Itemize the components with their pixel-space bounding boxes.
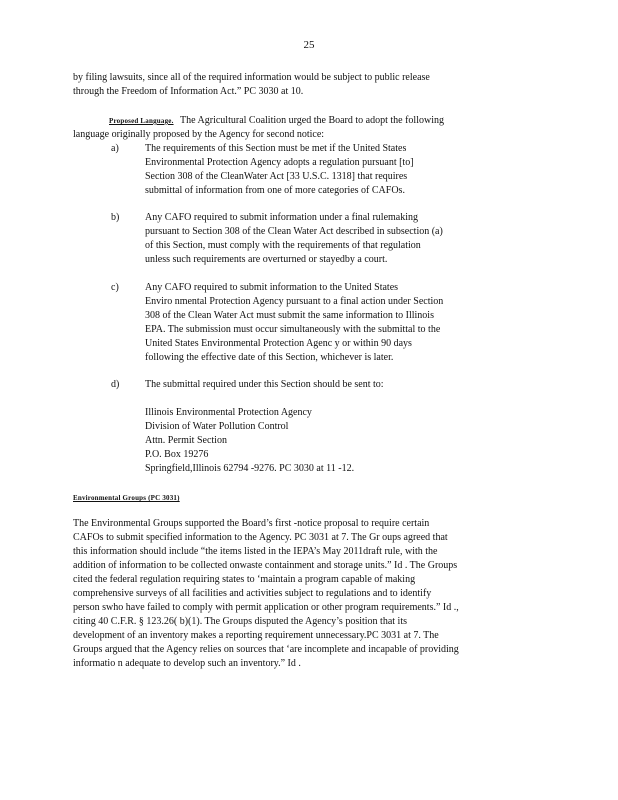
address-line: Division of Water Pollution Control <box>145 421 289 432</box>
text-line: this information should include “the items listed in the IEPA’s May 2011draft rule, with the <box>73 546 438 557</box>
address-line: Springfield,Illinois 62794 -9276. PC 3030 at 11 -12. <box>145 463 355 474</box>
address-line: Attn. Permit Section <box>145 435 227 446</box>
text-line: Enviro nmental Protection Agency pursuant to a final action under Section <box>145 296 444 307</box>
text-line: language originally proposed by the Agency for second notice: <box>73 129 325 140</box>
text-line: Environmental Protection Agency adopts a regulation pursuant [to] <box>145 157 414 168</box>
text-line: Section 308 of the CleanWater Act [33 U.S.C. 1318] that requires <box>145 171 408 182</box>
text-line: submittal of information from one of more categories of CAFOs. <box>145 185 405 196</box>
text-line: The Agricultural Coalition urged the Board to adopt the following <box>180 115 444 126</box>
environmental-groups-heading: Environmental Groups (PC 3031) <box>73 494 180 502</box>
paragraph-freedom-of-information <box>73 71 543 99</box>
page-number: 25 <box>303 39 315 51</box>
list-item-label: c) <box>111 282 119 293</box>
text-line: pursuant to Section 308 of the Clean Water Act described in subsection (a) <box>145 226 443 237</box>
text-line: United States Environmental Protection Agenc y or within 90 days <box>145 338 412 349</box>
proposed-language-paragraph <box>73 114 543 142</box>
list-item-label: d) <box>111 379 120 390</box>
address-line: P.O. Box 19276 <box>145 449 209 460</box>
list-item-label: a) <box>111 143 119 154</box>
text-line: comprehensive surveys of all facilities and activities subject to regulations and to identify <box>73 588 432 599</box>
text-line: EPA. The submission must occur simultaneously with the submittal to the <box>145 324 441 335</box>
text-line: of this Section, must comply with the requirements of that regulation <box>145 240 421 251</box>
text-line: citing 40 C.F.R. § 123.26( b)(1). The Groups disputed the Agency’s position that its <box>73 616 407 627</box>
text-line: following the effective date of this Section, whichever is later. <box>145 352 394 363</box>
list-item-label: b) <box>111 212 120 223</box>
text-line: development of an inventory makes a reporting requirement unnecessary.PC 3031 at 7. The <box>73 630 439 641</box>
text-line: addition of information to be collected onwaste containment and storage units.” Id . The Groups <box>73 560 458 571</box>
text-line: Groups argued that the Agency relies on sources that ‘are incomplete and incapable of providing <box>73 644 459 655</box>
text-line: by filing lawsuits, since all of the required information would be subject to public release <box>73 72 430 83</box>
text-line: person swho have failed to comply with permit application or other program requirements.” Id ., <box>73 602 459 613</box>
text-line: unless such requirements are overturned or stayedby a court. <box>145 254 388 265</box>
address-line: Illinois Environmental Protection Agency <box>145 407 312 418</box>
environmental-groups-paragraph <box>73 517 543 671</box>
text-line: The requirements of this Section must be met if the United States <box>145 143 407 154</box>
text-line: cited the federal regulation requiring states to ‘maintain a program capable of making <box>73 574 416 585</box>
text-line: 308 of the Clean Water Act must submit the same information to Illinois <box>145 310 434 321</box>
mailing-address <box>145 406 545 476</box>
text-line: informatio n adequate to develop such an inventory.” Id . <box>73 658 301 669</box>
text-line: Any CAFO required to submit information under a final rulemaking <box>145 212 419 223</box>
text-line: CAFOs to submit specified information to the Agency. PC 3031 at 7. The Gr oups agreed that <box>73 532 448 543</box>
text-line: Any CAFO required to submit information to the United States <box>145 282 399 293</box>
text-line: The submittal required under this Section should be sent to: <box>145 379 384 390</box>
text-line: through the Freedom of Information Act.” PC 3030 at 10. <box>73 86 304 97</box>
environmental-groups-heading-row <box>73 491 543 505</box>
proposed-language-heading: Proposed Language. <box>109 117 174 125</box>
text-line: The Environmental Groups supported the Board’s first -notice proposal to require certain <box>73 518 430 529</box>
